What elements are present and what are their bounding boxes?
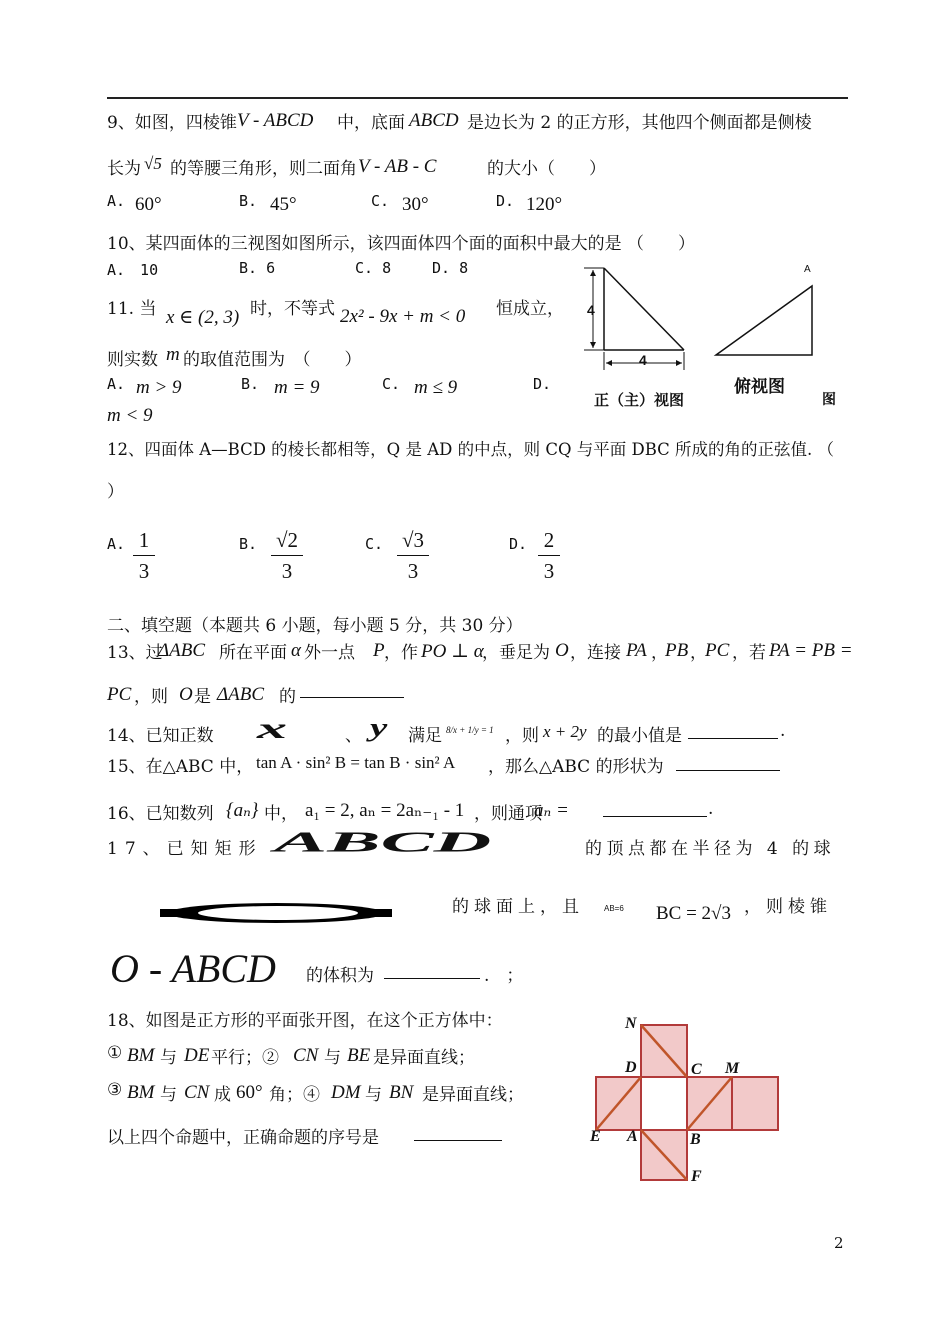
- answer-blank-16[interactable]: [603, 800, 707, 817]
- fraction-d: 2 3: [538, 526, 560, 585]
- answer-blank-18[interactable]: [414, 1124, 502, 1141]
- front-view-shape: [584, 268, 684, 370]
- header-rule: [107, 97, 848, 99]
- sphere-graphic: [160, 900, 392, 926]
- answer-blank-17[interactable]: [384, 962, 480, 979]
- fraction-a: 1 3: [133, 526, 155, 585]
- cube-net-drawing: [586, 1010, 796, 1190]
- answer-blank-15[interactable]: [676, 754, 780, 771]
- answer-blank-13[interactable]: [300, 681, 404, 698]
- answer-blank-14[interactable]: [688, 722, 778, 739]
- net-face-far-right: [732, 1077, 778, 1130]
- top-view-shape: [716, 286, 812, 355]
- three-view-drawing: [576, 260, 836, 410]
- page-number: 2: [834, 1234, 844, 1252]
- section-2-title: 二、填空题（本题共 6 小题，每小题 5 分，共 30 分）: [107, 616, 523, 636]
- fraction-c: √3 3: [397, 526, 429, 585]
- fraction-b: √2 3: [271, 526, 303, 585]
- net-face-center: [641, 1077, 687, 1130]
